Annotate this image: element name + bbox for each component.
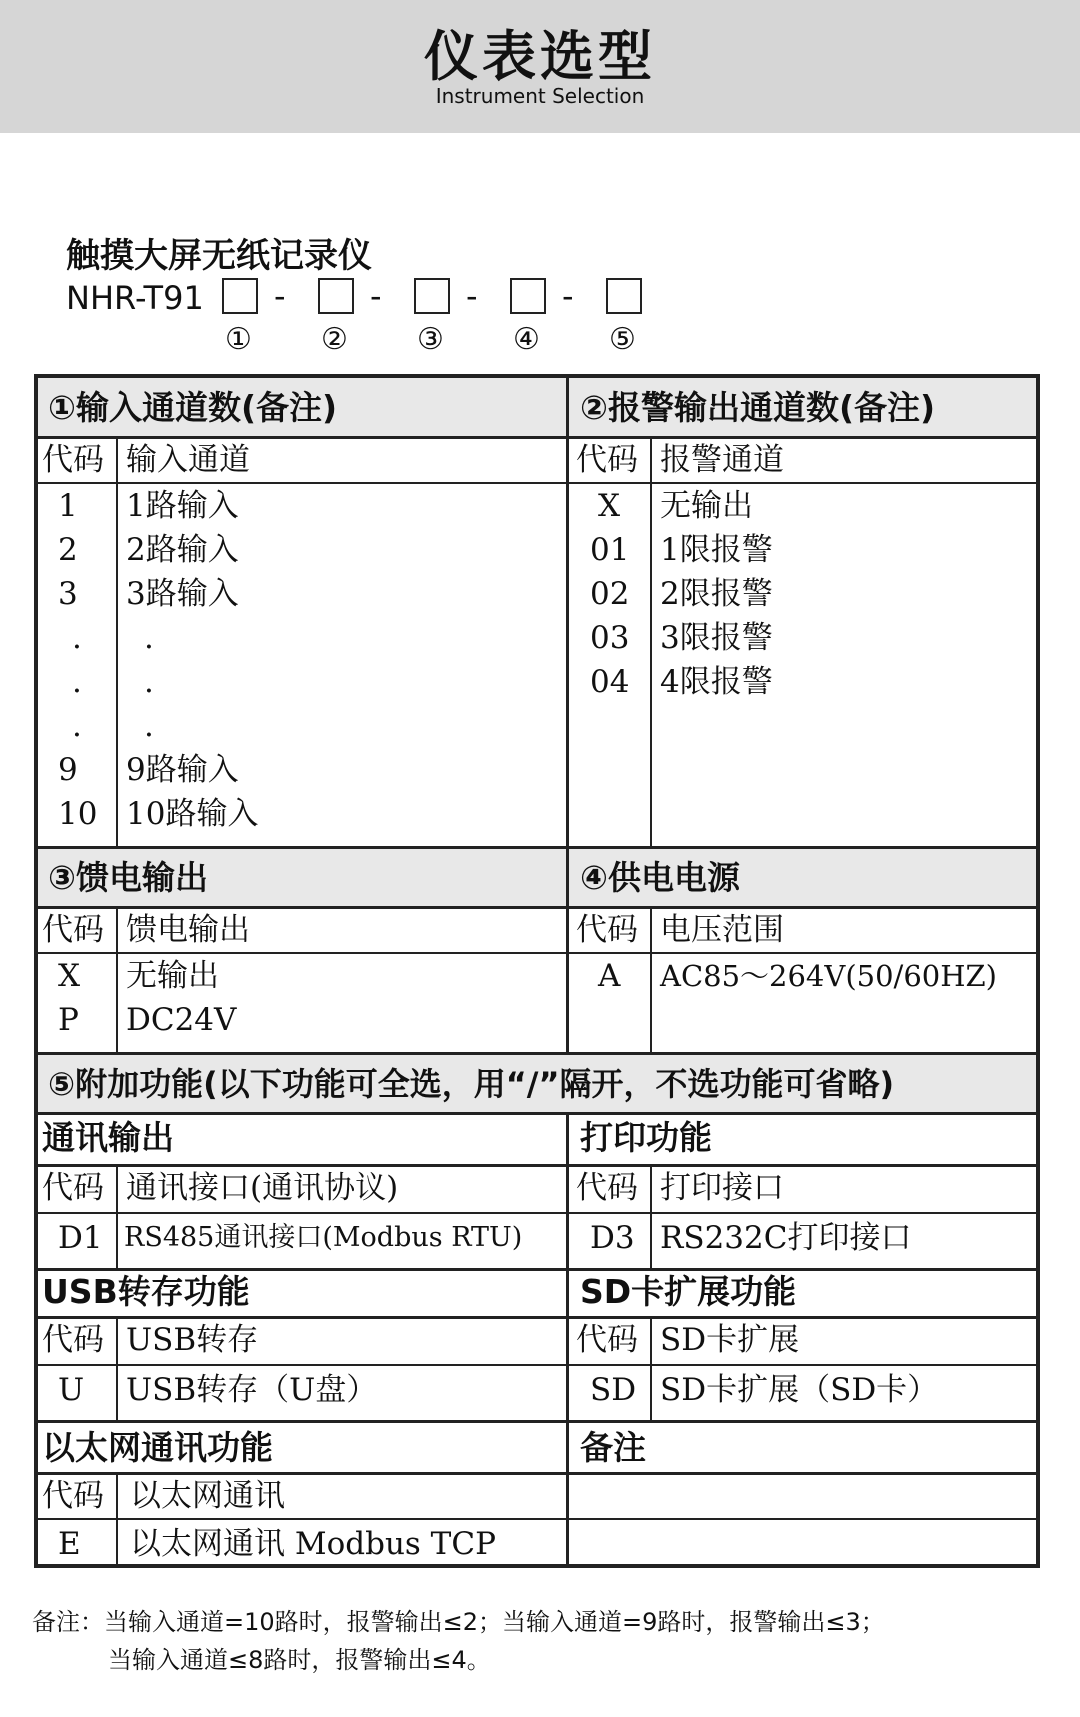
table-rule [38, 436, 1036, 439]
table-divider [116, 1316, 118, 1420]
section-5-title: ⑤附加功能(以下功能可全选，用“/”隔开，不选功能可省略) [48, 1065, 895, 1103]
input-code: . [72, 708, 82, 744]
feed-code: P [58, 1002, 79, 1038]
sd-desc: SD卡扩展（SD卡） [660, 1372, 939, 1408]
code-dash: - [466, 277, 478, 315]
usb-header: USB转存 [126, 1322, 259, 1358]
section-1-title: ①输入通道数(备注) [48, 388, 338, 427]
input-code: 3 [58, 576, 78, 612]
table-divider [650, 906, 652, 1054]
header-banner [0, 0, 1080, 133]
position-marker-1: ① [225, 322, 252, 357]
table-rule [38, 482, 1036, 484]
table-divider [116, 436, 118, 848]
alarm-channel-header: 报警通道 [660, 442, 784, 478]
table-divider [566, 1112, 569, 1568]
code-dash: - [274, 277, 286, 315]
table-divider [116, 1472, 118, 1568]
code-box-2 [318, 278, 354, 314]
alarm-code: 01 [590, 532, 630, 568]
table-rule [38, 1472, 1036, 1475]
usb-code: U [58, 1372, 85, 1408]
code-dash: - [562, 277, 574, 315]
input-desc: . [144, 664, 154, 700]
table-divider [116, 906, 118, 1054]
alarm-code: 04 [590, 664, 630, 700]
sd-code: SD [590, 1372, 637, 1408]
section-4-title: ④供电电源 [580, 858, 740, 897]
alarm-code: X [598, 488, 621, 524]
feed-output-header: 馈电输出 [126, 912, 250, 948]
table-divider [116, 1164, 118, 1268]
comm-interface-header: 通讯接口(通讯协议) [126, 1170, 399, 1206]
code-column-header: 代码 [576, 1322, 638, 1358]
usb-desc: USB转存（U盘） [126, 1372, 378, 1408]
section-2-title: ②报警输出通道数(备注) [580, 388, 936, 427]
input-desc: 1路输入 [126, 488, 239, 524]
ethernet-code: E [58, 1526, 81, 1562]
code-box-5 [606, 278, 642, 314]
page-title: 仪表选型 [424, 25, 656, 88]
table-rule [38, 1164, 1036, 1167]
code-box-3 [414, 278, 450, 314]
table-divider [650, 436, 652, 848]
table-divider [566, 378, 569, 1054]
section-3-title: ③馈电输出 [48, 858, 208, 897]
input-desc: . [144, 708, 154, 744]
code-column-header: 代码 [576, 1170, 638, 1206]
table-rule [38, 1518, 1036, 1520]
comm-desc: RS485通讯接口(Modbus RTU) [124, 1222, 523, 1253]
ethernet-title: 以太网通讯功能 [42, 1428, 273, 1467]
input-desc: 9路输入 [126, 752, 239, 788]
alarm-code: 03 [590, 620, 630, 656]
table-rule [38, 1052, 1036, 1055]
alarm-desc: 无输出 [660, 488, 753, 524]
input-code: . [72, 664, 82, 700]
remarks-title: 备注 [580, 1428, 646, 1467]
ethernet-desc: 以太网通讯 Modbus TCP [130, 1526, 496, 1562]
position-marker-3: ③ [417, 322, 444, 357]
model-prefix: NHR-T91 [66, 279, 204, 317]
page-subtitle: Instrument Selection [435, 84, 645, 108]
table-divider [650, 1164, 652, 1268]
table-divider [650, 1316, 652, 1420]
input-code: 1 [58, 488, 78, 524]
input-desc: 10路输入 [126, 796, 259, 832]
table-rule [38, 1112, 1036, 1115]
print-desc: RS232C打印接口 [660, 1220, 912, 1256]
ethernet-header: 以太网通讯 [130, 1478, 285, 1514]
code-column-header: 代码 [42, 1170, 104, 1206]
code-column-header: 代码 [42, 442, 104, 478]
print-code: D3 [590, 1220, 635, 1256]
input-code: 2 [58, 532, 78, 568]
table-rule [38, 846, 1036, 849]
alarm-code: 02 [590, 576, 630, 612]
feed-desc: 无输出 [126, 958, 219, 994]
table-rule [38, 1364, 1036, 1366]
code-column-header: 代码 [42, 1322, 104, 1358]
power-code: A [598, 958, 621, 994]
table-rule [38, 1212, 1036, 1214]
code-box-1 [222, 278, 258, 314]
usb-title: USB转存功能 [42, 1272, 250, 1311]
print-title: 打印功能 [580, 1118, 712, 1157]
position-marker-5: ⑤ [609, 322, 636, 357]
input-code: 9 [58, 752, 78, 788]
position-marker-4: ④ [513, 322, 540, 357]
alarm-desc: 4限报警 [660, 664, 773, 700]
input-desc: 2路输入 [126, 532, 239, 568]
product-name: 触摸大屏无纸记录仪 [66, 236, 372, 276]
footnote-line-1: 备注：当输入通道=10路时，报警输出≤2；当输入通道=9路时，报警输出≤3； [32, 1608, 885, 1636]
alarm-desc: 3限报警 [660, 620, 773, 656]
footnote-line-2: 当输入通道≤8路时，报警输出≤4。 [108, 1646, 491, 1674]
input-code: 10 [58, 796, 98, 832]
voltage-range-header: 电压范围 [660, 912, 784, 948]
code-dash: - [370, 277, 382, 315]
table-rule [38, 906, 1036, 909]
table-rule [38, 1316, 1036, 1319]
input-desc: . [144, 620, 154, 656]
code-column-header: 代码 [42, 1478, 104, 1514]
selection-table [34, 374, 1040, 1568]
sd-title: SD卡扩展功能 [580, 1272, 797, 1311]
code-column-header: 代码 [576, 912, 638, 948]
sd-header: SD卡扩展 [660, 1322, 800, 1358]
comm-code: D1 [58, 1220, 103, 1256]
input-channel-header: 输入通道 [126, 442, 250, 478]
input-desc: 3路输入 [126, 576, 239, 612]
alarm-desc: 1限报警 [660, 532, 773, 568]
table-rule [38, 1420, 1036, 1423]
code-column-header: 代码 [576, 442, 638, 478]
table-rule [38, 1268, 1036, 1271]
feed-code: X [58, 958, 81, 994]
print-interface-header: 打印接口 [660, 1170, 784, 1206]
code-box-4 [510, 278, 546, 314]
input-code: . [72, 620, 82, 656]
position-marker-2: ② [321, 322, 348, 357]
comm-title: 通讯输出 [42, 1118, 174, 1157]
table-rule [38, 952, 1036, 954]
alarm-desc: 2限报警 [660, 576, 773, 612]
feed-desc: DC24V [126, 1002, 237, 1038]
power-desc: AC85～264V(50/60HZ) [660, 959, 997, 993]
code-column-header: 代码 [42, 912, 104, 948]
